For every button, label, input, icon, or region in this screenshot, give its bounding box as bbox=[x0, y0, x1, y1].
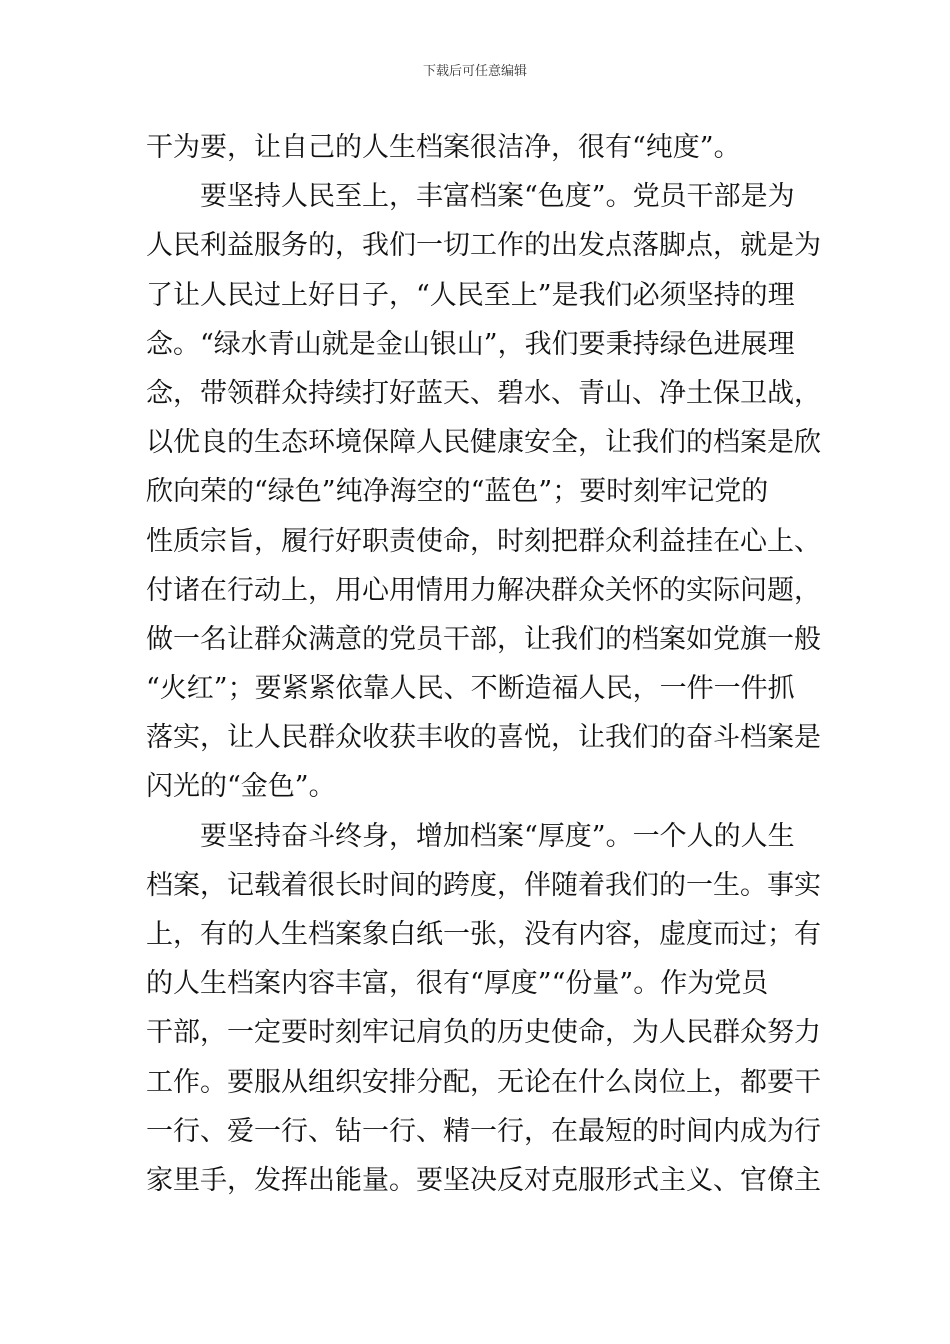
text-line: 工作。要服从组织安排分配，无论在什么岗位上，都要干 bbox=[146, 1066, 821, 1098]
text-line: “火红”；要紧紧依靠人民、不断造福人民，一件一件抓 bbox=[146, 673, 795, 705]
paragraph-start-line: 要坚持奋斗终身，增加档案“厚度”。一个人的人生 bbox=[200, 820, 795, 852]
text-line: 念。“绿水青山就是金山银山”，我们要秉持绿色进展理 bbox=[146, 328, 795, 360]
text-line: 欣向荣的“绿色”纯净海空的“蓝色”；要时刻牢记党的 bbox=[146, 476, 769, 508]
text-line: 念，带领群众持续打好蓝天、碧水、青山、净土保卫战， bbox=[146, 377, 821, 409]
text-line: 以优良的生态环境保障人民健康安全，让我们的档案是欣 bbox=[146, 427, 821, 459]
page-header: 下载后可任意编辑 bbox=[422, 64, 527, 79]
text-line: 了让人民过上好日子，“人民至上”是我们必须坚持的理 bbox=[146, 279, 795, 311]
text-line: 闪光的“金色”。 bbox=[146, 771, 336, 803]
text-line: 性质宗旨，履行好职责使命，时刻把群众利益挂在心上、 bbox=[146, 525, 821, 557]
text-line: 做一名让群众满意的党员干部，让我们的档案如党旗一般 bbox=[146, 623, 821, 655]
paragraph-start-line: 要坚持人民至上，丰富档案“色度”。党员干部是为 bbox=[200, 181, 795, 213]
text-line: 人民利益服务的，我们一切工作的出发点落脚点，就是为 bbox=[146, 230, 821, 262]
text-line: 档案，记载着很长时间的跨度，伴随着我们的一生。事实 bbox=[146, 869, 821, 901]
text-line: 付诸在行动上，用心用情用力解决群众关怀的实际问题， bbox=[146, 574, 821, 606]
text-line: 落实，让人民群众收获丰收的喜悦，让我们的奋斗档案是 bbox=[146, 722, 821, 754]
text-line: 家里手，发挥出能量。要坚决反对克服形式主义、官僚主 bbox=[146, 1164, 821, 1196]
document-body bbox=[146, 123, 821, 1205]
text-line: 上，有的人生档案象白纸一张，没有内容，虚度而过；有 bbox=[146, 919, 821, 950]
text-line: 干为要，让自己的人生档案很洁净，很有“纯度”。 bbox=[146, 132, 741, 163]
text-line: 干部，一定要时刻牢记肩负的历史使命，为人民群众努力 bbox=[146, 1017, 821, 1049]
text-line: 的人生档案内容丰富，很有“厚度”“份量”。作为党员 bbox=[146, 968, 769, 1000]
text-line: 一行、爱一行、钻一行、精一行，在最短的时间内成为行 bbox=[146, 1115, 821, 1147]
